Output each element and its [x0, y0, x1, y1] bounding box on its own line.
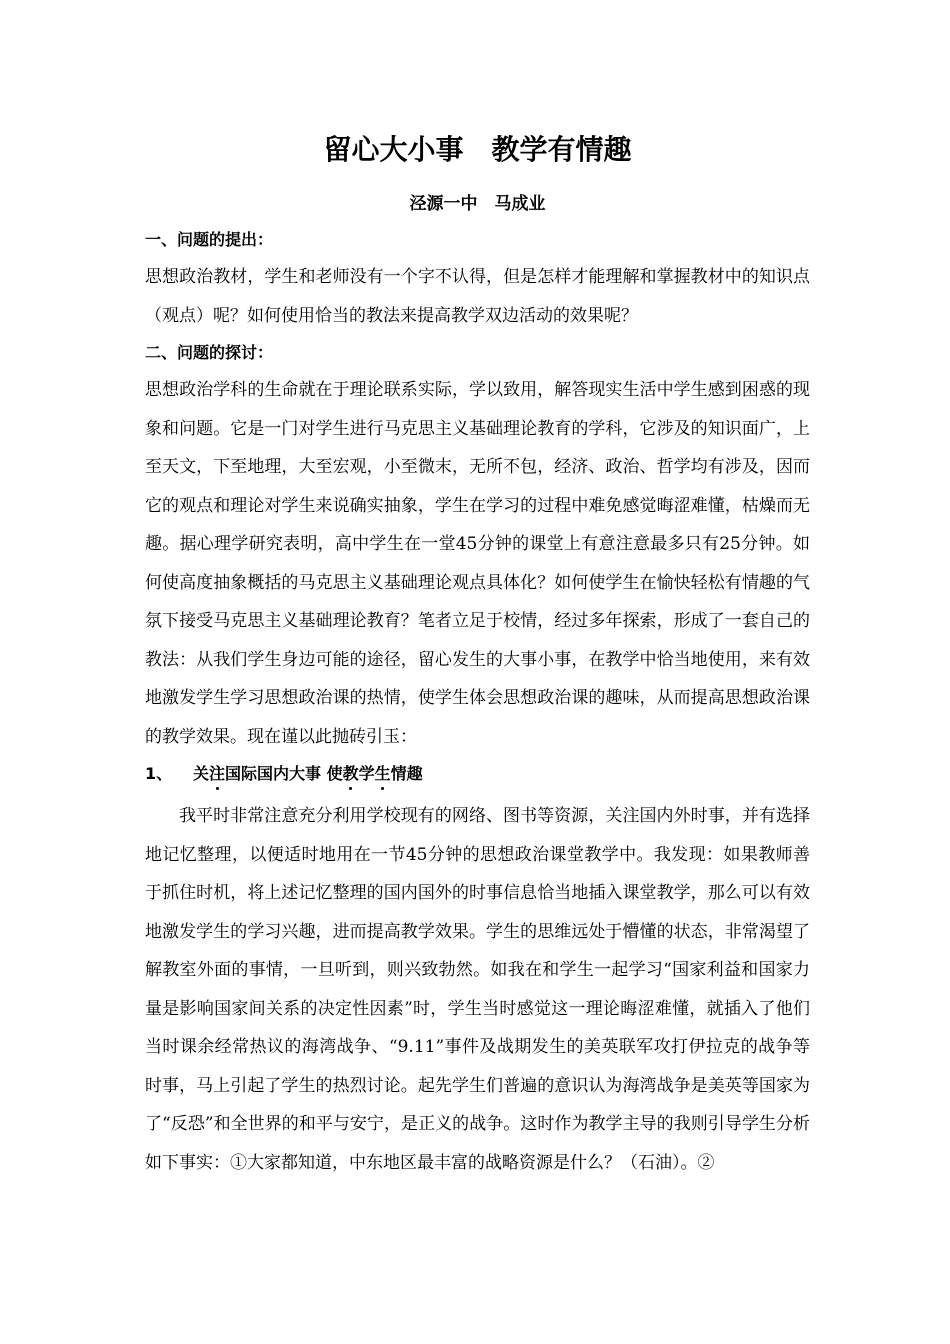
point-number: 1、 — [145, 764, 173, 783]
section-heading-2: 二、问题的探讨： — [145, 343, 274, 362]
heading-segment: 关 — [193, 764, 210, 783]
section-heading-1: 一、问题的提出： — [145, 230, 274, 249]
document-body — [145, 124, 810, 1182]
heading-segment: 国际国内大事 使 — [225, 764, 343, 783]
heading-segment: 学 — [358, 764, 375, 783]
page-title: 留心大小事 教学有情趣 — [323, 133, 632, 166]
author-line: 泾源一中 马成业 — [409, 194, 546, 214]
heading-segment: 情趣 — [390, 764, 423, 783]
emphasis-dot-char: 注 — [209, 756, 225, 792]
point-heading-text — [193, 756, 423, 792]
section-paragraph-2: 思想政治学科的生命就在于理论联系实际，学以致用，解答现实生活中学生感到困惑的现象和问题。它是一门对学生进行马克思主义基础理论教育的学科，它涉及的知识面广，上至天文，下至地理，大至宏观，小至微末，无所不包，经济、政治、哲学均有涉及，因而它的观点和理论对学生来说确实抽象，学生在学习的过程中难免感觉晦涩难懂，枯燥而无趣。据心理学研究表明，高中学生在一堂45分钟的课堂上有意注意最多只有25分钟。如何使高度抽象概括的马克思主义基础理论观点具体化？如何使学生在愉快轻松有情趣的气氛下接受马克思主义基础理论教育？笔者立足于校情，经过多年探索，形成了一套自己的教法：从我们学生身边可能的途径，留心发生的大事小事，在教学中恰当地使用，来有效地激发学生学习思想政治课的热情，使学生体会思想政治课的趣味，从而提高思想政治课的教学效果。现在谨以此抛砖引玉： — [145, 380, 810, 747]
section-paragraph-1: 思想政治教材，学生和老师没有一个字不认得，但是怎样才能理解和掌握教材中的知识点（观点）呢？如何使用恰当的教法来提高教学双边活动的效果呢？ — [145, 267, 810, 326]
point-heading-1 — [145, 756, 810, 792]
point-paragraph-1: 我平时非常注意充分利用学校现有的网络、图书等资源，关注国内外时事，并有选择地记忆整理，以便适时地用在一节45分钟的思想政治课堂教学中。我发现：如果教师善于抓住时机，将上述记忆整理的国内国外的时事信息恰当地插入课堂教学，那么可以有效地激发学生的学习兴趣，进而提高教学效果。学生的思维远处于懵懂的状态，非常渴望了解教室外面的事情，一旦听到，则兴致勃然。如我在和学生一起学习“国家利益和国家力量是影响国家间关系的决定性因素”时，学生当时感觉这一理论晦涩难懂，就插入了他们当时课余经常热议的海湾战争、“9.11”事件及战期发生的美英联军攻打伊拉克的战争等时事，马上引起了学生的热烈讨论。起先学生们普遍的意识认为海湾战争是美英等国家为了“反恐”和全世界的和平与安宁，是正义的战争。这时作为教学主导的我则引导学生分析如下事实：①大家都知道，中东地区最丰富的战略资源是什么？（石油）。② — [145, 806, 810, 1173]
emphasis-dot-char: 生 — [375, 756, 391, 792]
emphasis-dot-char: 教 — [343, 756, 359, 792]
